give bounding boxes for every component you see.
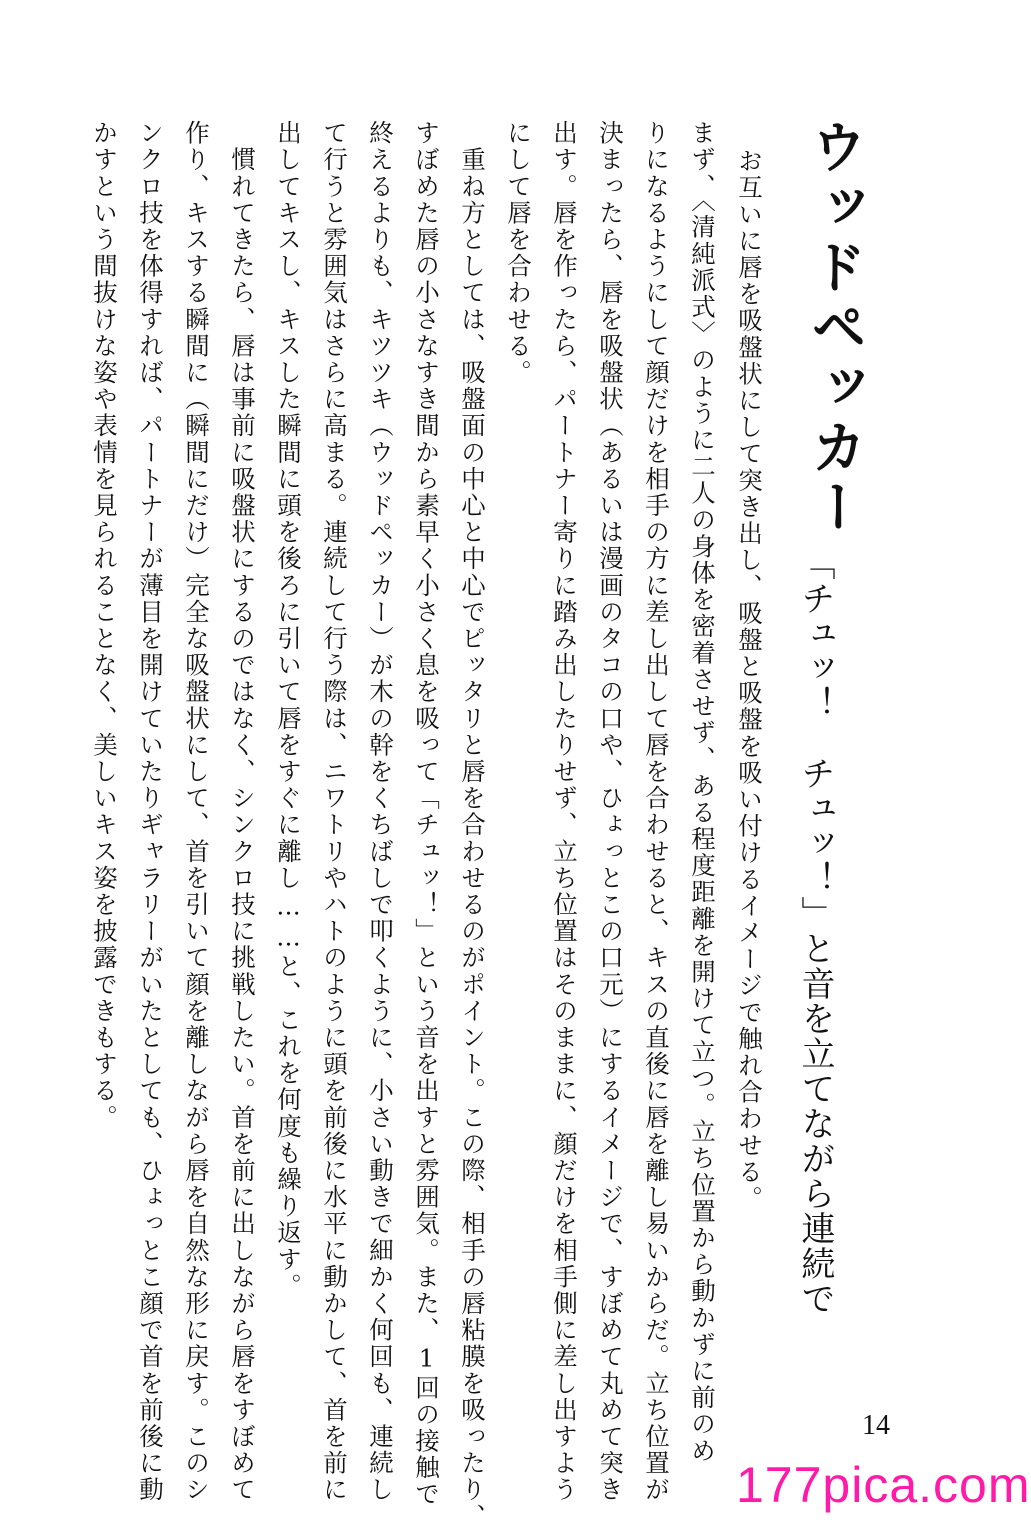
site-watermark: 177pica.com <box>736 1457 1031 1513</box>
body-column: 作り、キスする瞬間に（瞬間にだけ）完全な吸盤状にして、首を引いて顔を離しながら唇を自然な形に戻す。このシ <box>182 120 211 1504</box>
body-column: 重ね方としては、吸盤面の中心と中心でピッタリと唇を合わせるのがポイント。この際、相手の唇粘膜を吸ったり、 <box>458 120 487 1530</box>
body-column: 決まったら、唇を吸盤状（あるいは漫画のタコの口や、ひょっとこの口元）にするイメージで、すぼめて丸めて突き <box>596 120 625 1504</box>
body-column: 出す。唇を作ったら、パートナー寄りに踏み出したりせず、立ち位置はそのままに、顔だけを相手側に差し出すよう <box>550 120 579 1504</box>
page-title: ウッドペッカー <box>802 118 867 538</box>
body-column: て行うと雰囲気はさらに高まる。連続して行う際は、ニワトリやハトのように頭を前後に水平に動かして、首を前に <box>320 120 349 1504</box>
body-column: 慣れてきたら、唇は事前に吸盤状にするのではなく、シンクロ技に挑戦したい。首を前に出しながら唇をすぼめて <box>228 120 257 1504</box>
body-column: りになるようにして顔だけを相手の方に差し出して唇を合わせると、キスの直後に唇を離し易いからだ。立ち位置が <box>642 120 671 1504</box>
page-number: 14 <box>862 1410 890 1441</box>
body-column: にして唇を合わせる。 <box>504 120 533 386</box>
body-column: かすという間抜けな姿や表情を見られることなく、美しいキス姿を披露できもする。 <box>90 120 119 1131</box>
body-column: 出してキスし、キスした瞬間に頭を後ろに引いて唇をすぐに離し……と、これを何度も繰り返す。 <box>274 120 303 1300</box>
body-column: お互いに唇を吸盤状にして突き出し、吸盤と吸盤を吸い付けるイメージで触れ合わせる。 <box>735 148 764 1212</box>
body-column: ンクロ技を体得すれば、パートナーが薄目を開けていたりギャラリーがいたとしても、ひょっとこ顔で首を前後に動 <box>136 120 165 1504</box>
page-subtitle: 「チュッ！ チュッ！」と音を立てながら連続で <box>795 546 835 1316</box>
body-column: まず、〈清純派式〉のように二人の身体を密着させず、ある程度距離を開けて立つ。立ち位置から動かずに前のめ <box>688 120 717 1465</box>
body-column: 終えるよりも、キツツキ（ウッドペッカー）が木の幹をくちばしで叩くように、小さい動きで細かく何回も、連続し <box>366 120 395 1504</box>
body-column: すぼめた唇の小さなすき間から素早く小さく息を吸って「チュッ！」という音を出すと雰囲気。また、1回の接触で <box>412 120 441 1508</box>
